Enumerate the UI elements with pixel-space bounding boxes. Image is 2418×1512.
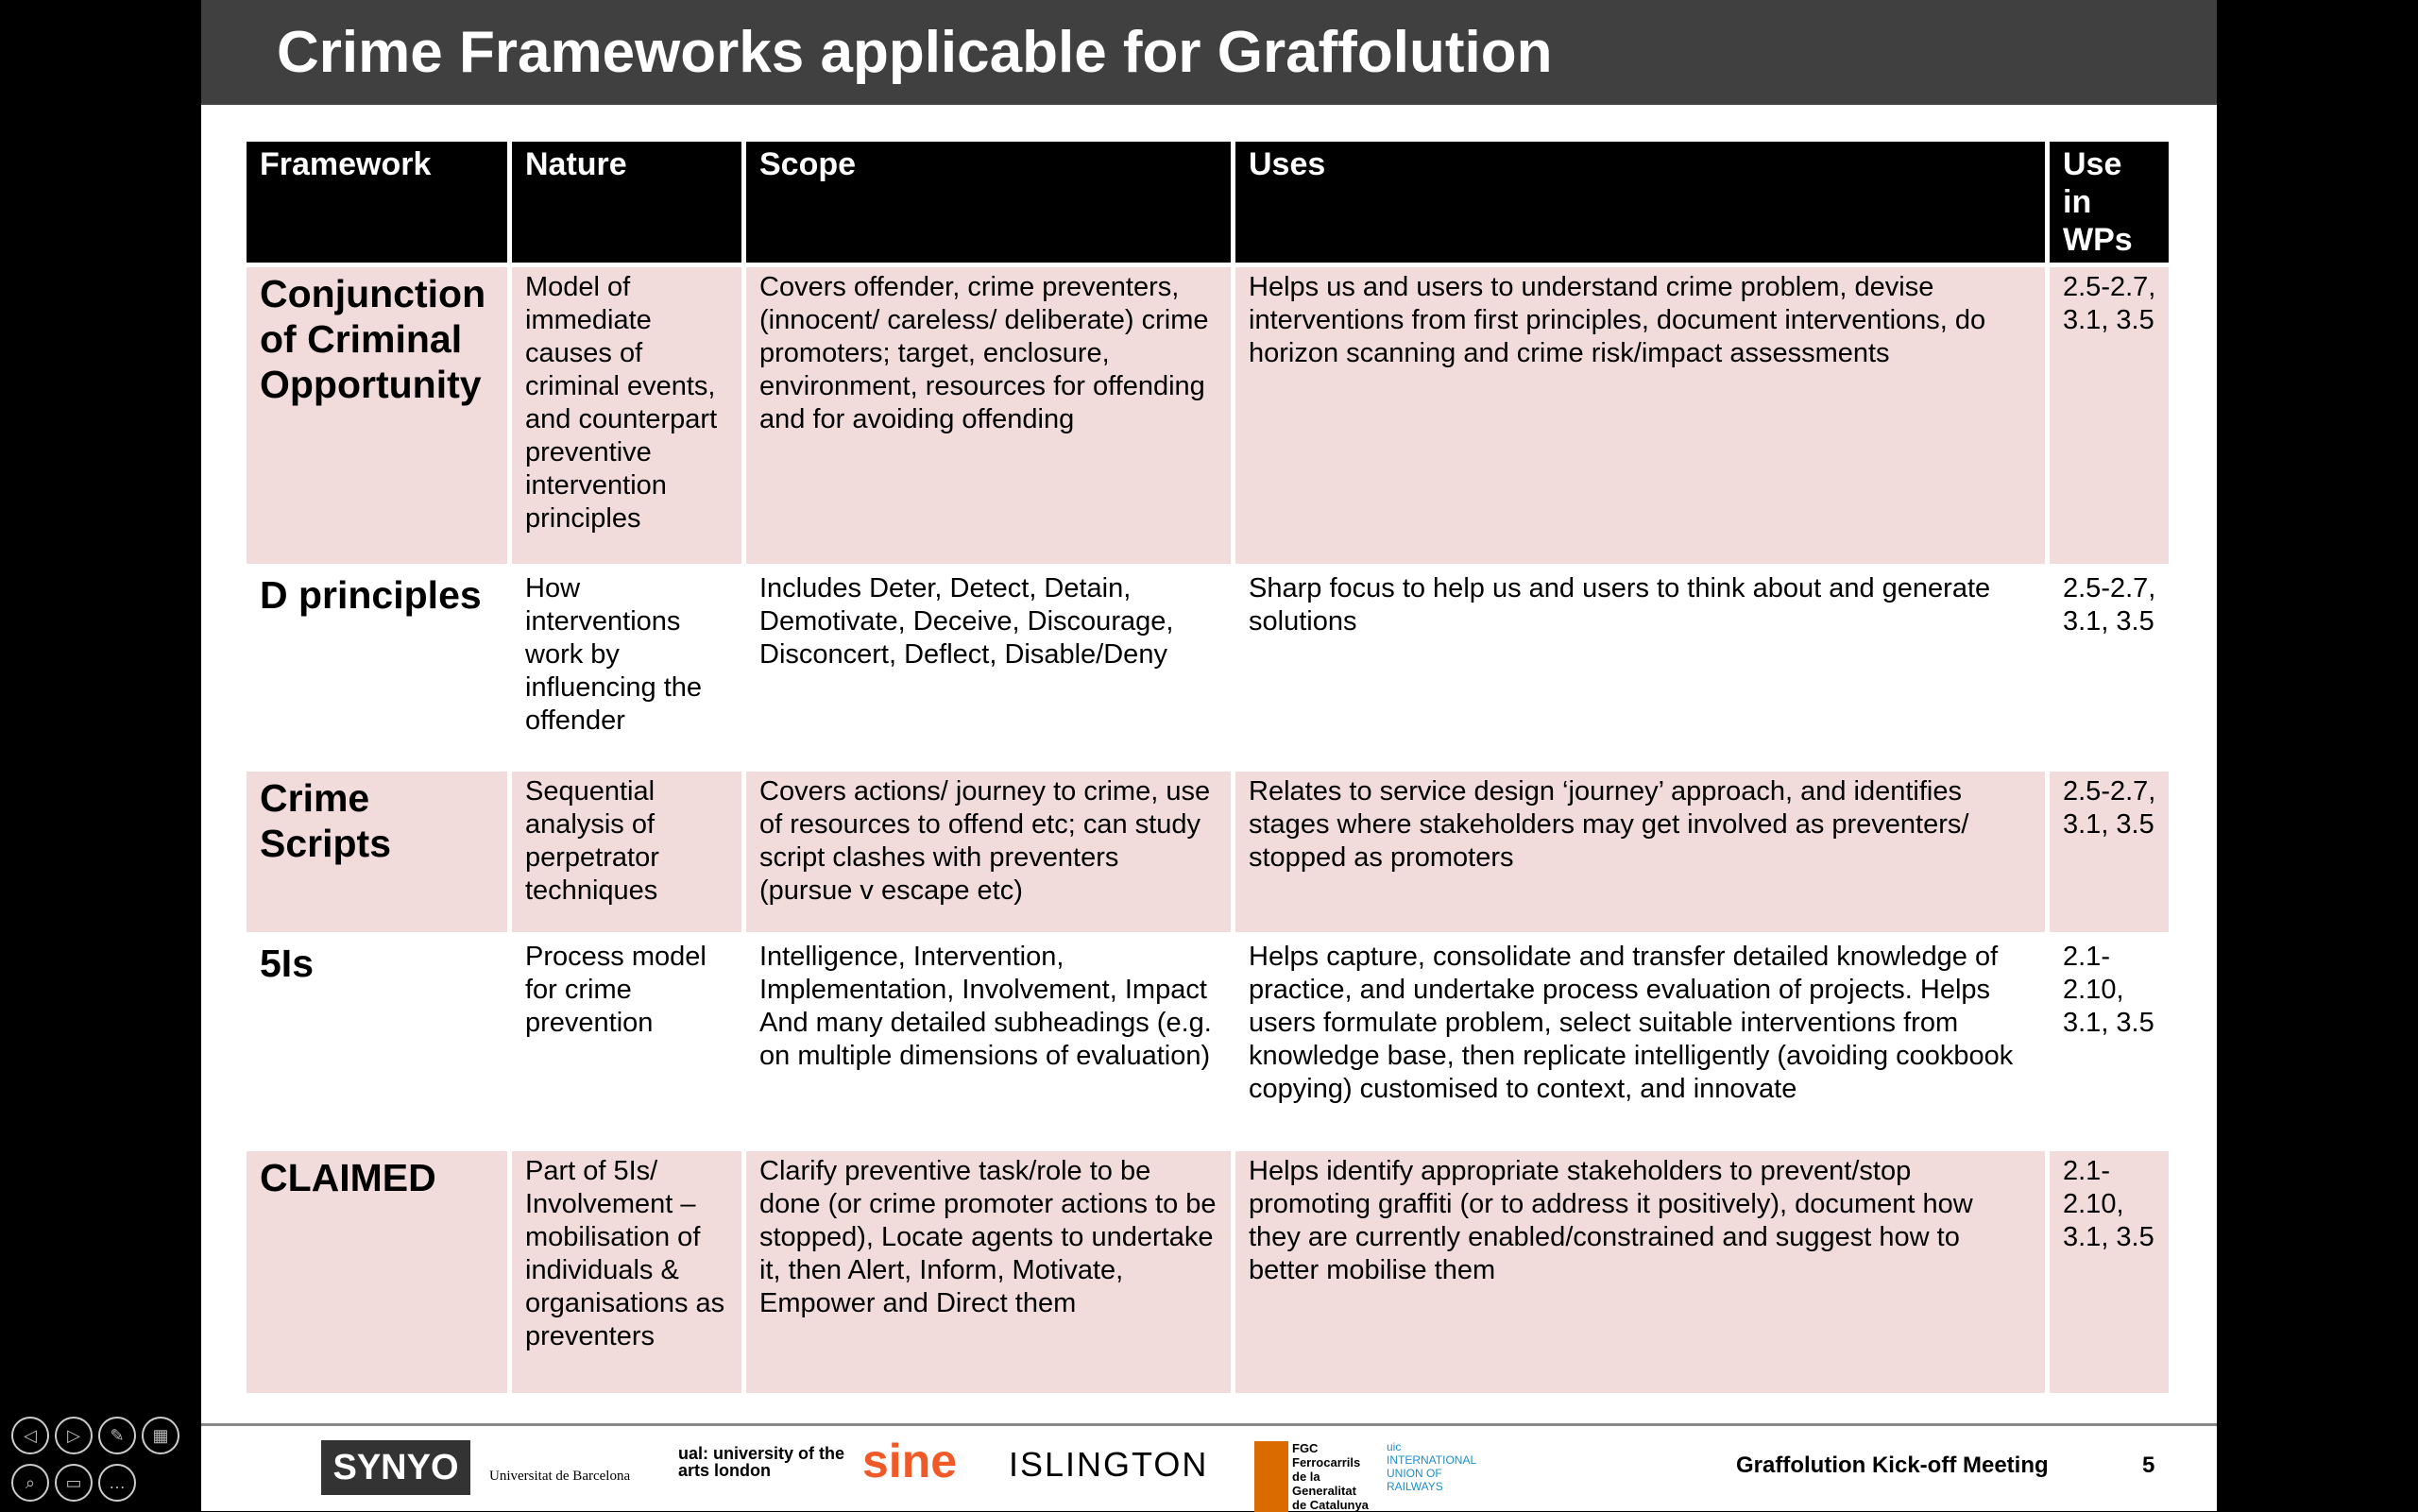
wps-cell: 2.5-2.7, 3.1, 3.5 xyxy=(2050,267,2169,564)
wps-cell: 2.5-2.7, 3.1, 3.5 xyxy=(2050,772,2169,932)
fgc-logo: FGC Ferrocarrils de la Generalitat de Catalunya xyxy=(1254,1441,1372,1512)
more-options-button[interactable]: … xyxy=(98,1464,136,1502)
title-bar xyxy=(201,0,2217,105)
footer-text: Graffolution Kick-off Meeting xyxy=(1736,1453,2049,1478)
framework-cell: D principles xyxy=(260,573,482,617)
scope-cell: Intelligence, Intervention, Implementation, Involvement, Impact And many detailed subheadings (e.g. on multiple dimensions of evaluation) xyxy=(759,942,1212,1071)
next-slide-button[interactable]: ▷ xyxy=(55,1417,93,1454)
nature-cell: Process model for crime prevention xyxy=(525,942,707,1038)
slides-grid-button[interactable]: ▦ xyxy=(142,1417,179,1454)
nature-cell: Sequential analysis of perpetrator techniques xyxy=(512,772,741,932)
header-wps: Use in WPs xyxy=(2050,142,2169,263)
uses-cell: Helps us and users to understand crime problem, devise interventions from first principles, document interventions, do horizon scanning and crime risk/impact assessments xyxy=(1235,267,2045,564)
slide-title: Crime Frameworks applicable for Graffolution xyxy=(277,20,1553,85)
table-row xyxy=(247,569,2169,767)
wps-cell: 2.5-2.7, 3.1, 3.5 xyxy=(2063,573,2156,637)
uses-cell: Helps identify appropriate stakeholders to prevent/stop promoting graffiti (or to address it positively), document how they are currently enabled/constrained and suggest how to better mobilise them xyxy=(1235,1151,2045,1393)
table-header xyxy=(247,142,2169,263)
header-scope: Scope xyxy=(746,142,1231,263)
framework-cell: Crime Scripts xyxy=(247,772,507,932)
ual-logo: ual: university of the arts london xyxy=(678,1444,845,1480)
pen-tool-button[interactable]: ✎ xyxy=(98,1417,136,1454)
nature-cell: Part of 5Is/ Involvement – mobilisation of individuals & organisations as preventers xyxy=(512,1151,741,1393)
scope-cell: Covers actions/ journey to crime, use of resources to offend etc; can study script clashes with preventers (pursue v escape etc) xyxy=(746,772,1231,932)
header-uses: Uses xyxy=(1235,142,2045,263)
table-row xyxy=(247,937,2169,1147)
zoom-button[interactable]: ⌕ xyxy=(11,1464,49,1502)
sine-logo: sine xyxy=(862,1435,958,1487)
slide xyxy=(201,0,2217,1511)
framework-cell: CLAIMED xyxy=(247,1151,507,1393)
islington-logo: ISLINGTON xyxy=(1009,1445,1209,1484)
wps-cell: 2.1-2.10, 3.1, 3.5 xyxy=(2063,942,2154,1038)
table-row xyxy=(247,267,2169,564)
synyo-logo: SYNYO xyxy=(321,1440,470,1495)
uses-cell: Relates to service design ‘journey’ approach, and identifies stages where stakeholders may get involved as preventers/ stopped as promoters xyxy=(1235,772,2045,932)
header-framework: Framework xyxy=(247,142,507,263)
nature-cell: How interventions work by influencing the offender xyxy=(525,573,703,736)
framework-cell: Conjunction of Criminal Opportunity xyxy=(247,267,507,564)
frameworks-table xyxy=(242,137,2173,1398)
ub-logo: Universitat de Barcelona xyxy=(489,1469,631,1484)
previous-slide-button[interactable]: ◁ xyxy=(11,1417,49,1454)
scope-cell: Includes Deter, Detect, Detain, Demotivate, Deceive, Discourage, Disconcert, Deflect, Disable/Deny xyxy=(759,573,1174,670)
table-row xyxy=(247,1151,2169,1393)
uses-cell: Helps capture, consolidate and transfer detailed knowledge of practice, and undertake process evaluation of projects. Helps users formulate problem, select suitable interventions from knowledge base, then replicate intelligently (avoiding cookbook copying) customised to context, and innovate xyxy=(1249,942,2014,1104)
wps-cell: 2.1-2.10, 3.1, 3.5 xyxy=(2050,1151,2169,1393)
footer-divider xyxy=(201,1423,2217,1426)
scope-cell: Clarify preventive task/role to be done (or crime promoter actions to be stopped), Locate agents to undertake it, then Alert, Inform, Motivate, Empower and Direct them xyxy=(746,1151,1231,1393)
uses-cell: Sharp focus to help us and users to think about and generate solutions xyxy=(1249,573,1991,637)
scope-cell: Covers offender, crime preventers, (innocent/ careless/ deliberate) crime promoters; target, enclosure, environment, resources for offending and for avoiding offending xyxy=(746,267,1231,564)
nature-cell: Model of immediate causes of criminal events, and counterpart preventive intervention principles xyxy=(512,267,741,564)
framework-cell: 5Is xyxy=(260,942,314,985)
table-row xyxy=(247,772,2169,932)
uic-logo: uic INTERNATIONAL UNION OF RAILWAYS xyxy=(1387,1440,1476,1493)
subtitles-button[interactable]: ▭ xyxy=(55,1464,93,1502)
header-nature: Nature xyxy=(512,142,741,263)
page-number: 5 xyxy=(2142,1453,2155,1478)
